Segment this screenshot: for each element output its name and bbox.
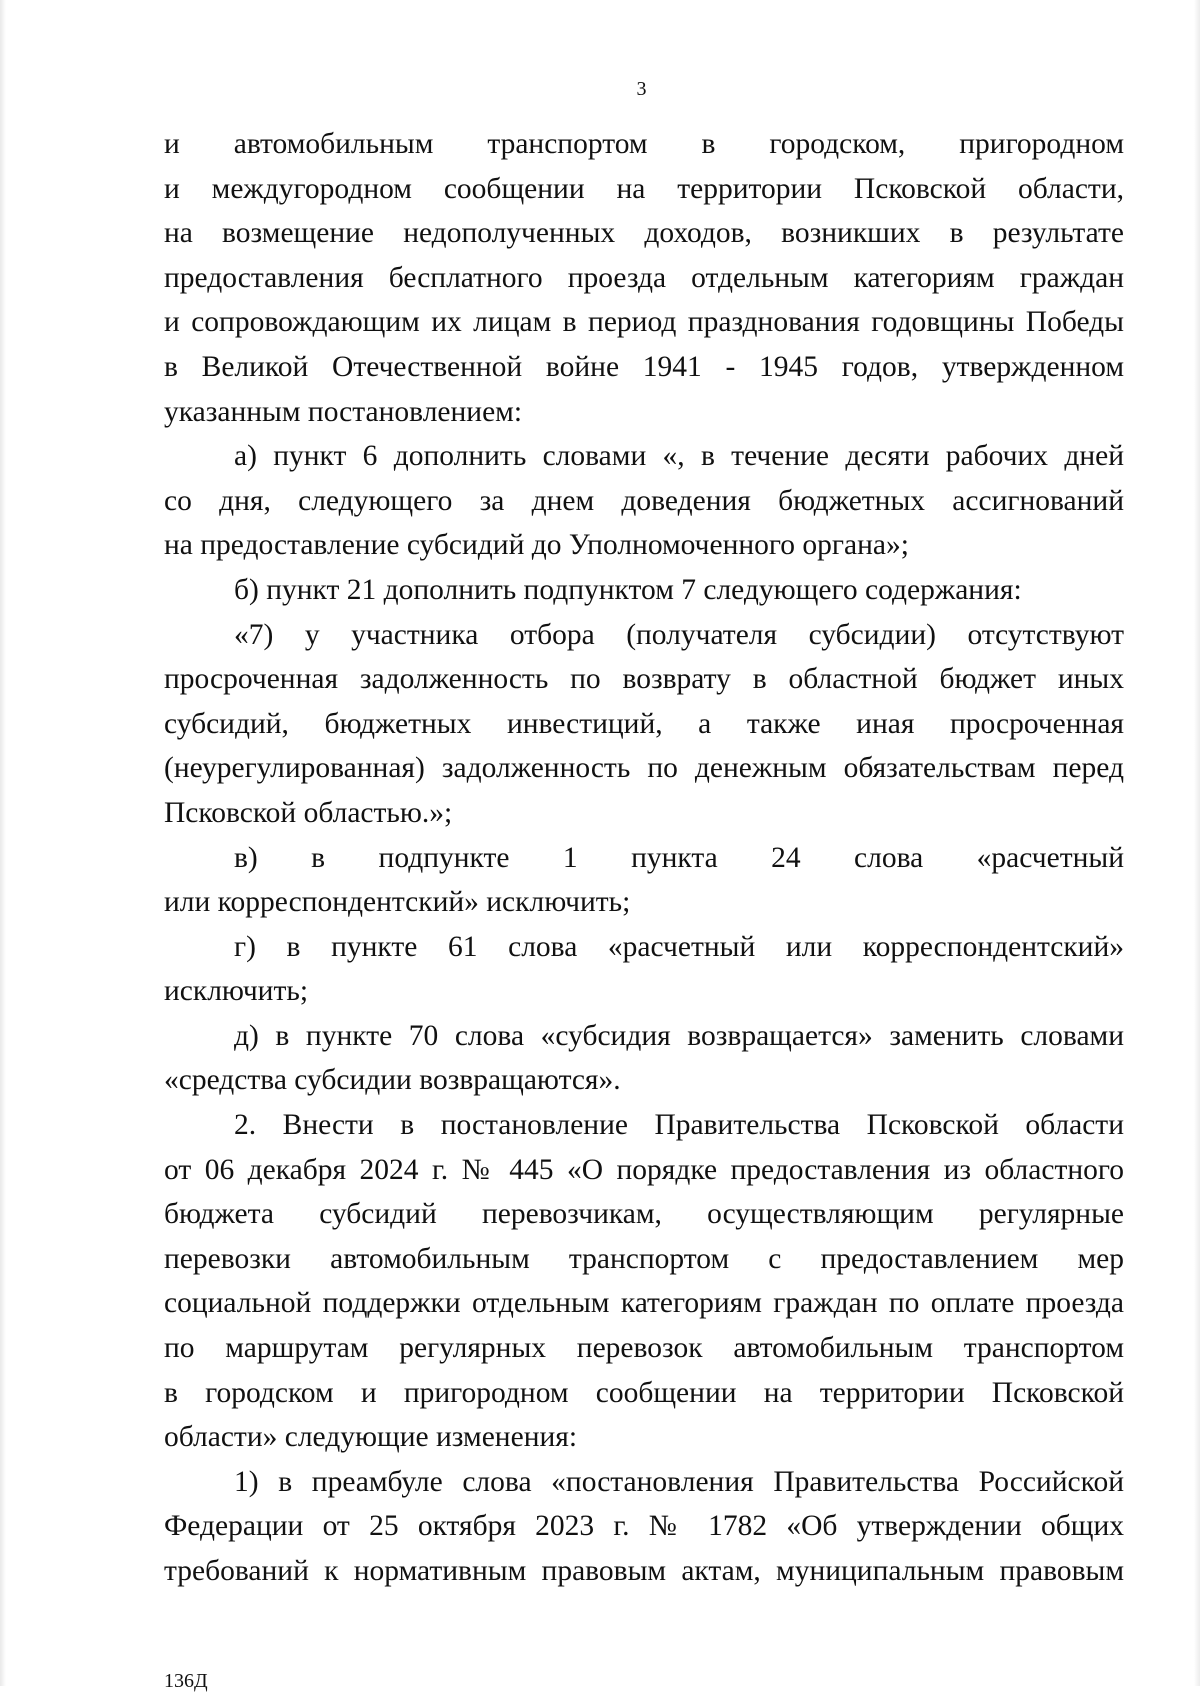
text-line: бюджета субсидий перевозчикам, осуществляющим регулярные xyxy=(164,1198,1124,1231)
scan-shadow-left xyxy=(0,0,6,1686)
text-line: в городском и пригородном сообщении на территории Псковской xyxy=(164,1376,1124,1409)
scan-shadow-right xyxy=(1194,0,1200,1686)
text-line: г) в пункте 61 слова «расчетный или корреспондентский» xyxy=(234,930,1124,963)
text-line: а) пункт 6 дополнить словами «, в течение десяти рабочих дней xyxy=(234,440,1124,473)
text-line: (неурегулированная) задолженность по денежным обязательствам перед xyxy=(164,752,1124,785)
text-line: «средства субсидии возвращаются». xyxy=(164,1064,621,1097)
text-line: д) в пункте 70 слова «субсидия возвращается» заменить словами xyxy=(234,1019,1124,1052)
document-body xyxy=(164,122,1124,1594)
text-line: предоставления бесплатного проезда отдельным категориям граждан xyxy=(164,261,1124,294)
text-line: на предоставление субсидий до Уполномоченного органа»; xyxy=(164,529,909,562)
text-line: «7) у участника отбора (получателя субсидии) отсутствуют xyxy=(234,618,1124,651)
page-number: 3 xyxy=(636,78,647,100)
text-line: перевозки автомобильным транспортом с предоставлением мер xyxy=(164,1242,1124,1275)
text-line: и междугородном сообщении на территории Псковской области, xyxy=(164,172,1124,205)
text-line: Федерации от 25 октября 2023 г. № 1782 «Об утверждении общих xyxy=(164,1510,1124,1543)
text-line: субсидий, бюджетных инвестиций, а также иная просроченная xyxy=(164,707,1124,740)
text-line: на возмещение недополученных доходов, возникших в результате xyxy=(164,217,1124,250)
text-line: 2. Внести в постановление Правительства Псковской области xyxy=(234,1109,1124,1142)
text-line: б) пункт 21 дополнить подпунктом 7 следующего содержания: xyxy=(234,573,1022,606)
text-line: от 06 декабря 2024 г. № 445 «О порядке предоставления из областного xyxy=(164,1153,1124,1186)
text-line: по маршрутам регулярных перевозок автомобильным транспортом xyxy=(164,1332,1124,1365)
text-line: в) в подпункте 1 пункта 24 слова «расчетный xyxy=(234,841,1124,874)
text-line: области» следующие изменения: xyxy=(164,1421,578,1454)
text-line: требований к нормативным правовым актам, муниципальным правовым xyxy=(164,1555,1124,1587)
text-line: со дня, следующего за днем доведения бюджетных ассигнований xyxy=(164,484,1124,517)
text-line: Псковской областью.»; xyxy=(164,796,453,829)
text-line: в Великой Отечественной войне 1941 - 1945 годов, утвержденном xyxy=(164,350,1124,383)
text-line: указанным постановлением: xyxy=(164,395,523,428)
text-line: и автомобильным транспортом в городском, пригородном xyxy=(164,128,1124,160)
text-line: и сопровождающим их лицам в период празднования годовщины Победы xyxy=(164,306,1124,339)
text-line: социальной поддержки отдельным категориям граждан по оплате проезда xyxy=(164,1287,1124,1320)
text-line: исключить; xyxy=(164,975,309,1008)
text-line: или корреспондентский» исключить; xyxy=(164,886,631,919)
text-line: просроченная задолженность по возврату в областной бюджет иных xyxy=(164,663,1124,696)
footer-document-code: 136Д xyxy=(164,1670,208,1692)
text-line: 1) в преамбуле слова «постановления Правительства Российской xyxy=(234,1465,1124,1498)
